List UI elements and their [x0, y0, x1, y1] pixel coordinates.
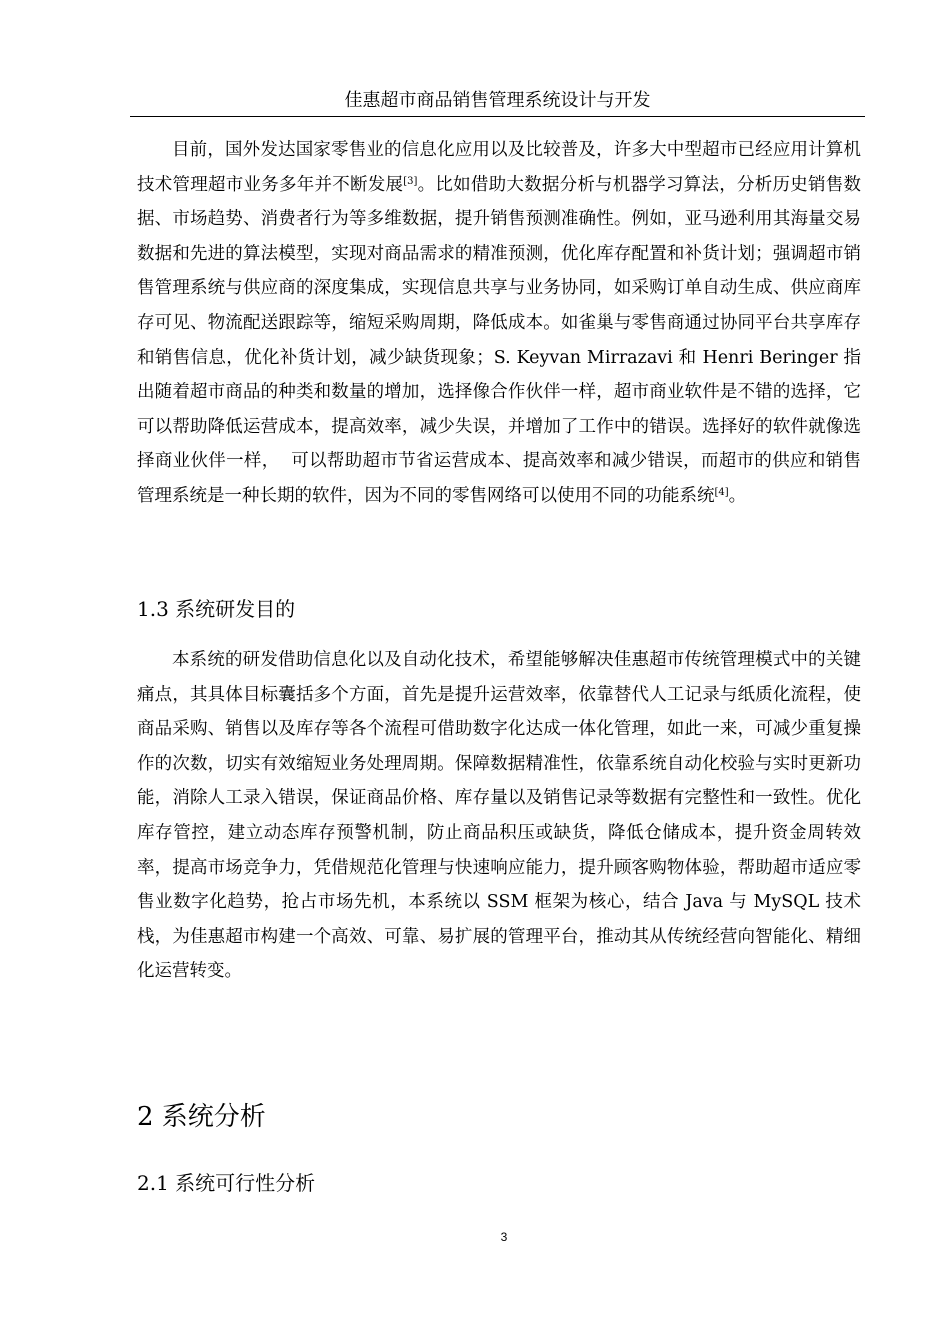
page-number: 3	[500, 1230, 508, 1244]
chapter-heading-2: 2 系统分析	[137, 1102, 266, 1132]
citation-ref: [3]	[403, 175, 418, 187]
paragraph-text: 。比如借助大数据分析与机器学习算法，分析历史销售数据、市场趋势、消费者行为等多维数据，提升销售预测准确性。例如，亚马逊利用其海量交易数据和先进的算法模型，实现对商品需求的精准预测，优化库存配置和补货计划；强调超市销售管理系统与供应商的深度集成，实现信息共享与业务协同，如采购订单自动生成、供应商库存可见、物流配送跟踪等，缩短采购周期，降低成本。如雀巢与零售商通过协同平台共享库存和销售信息，优化补货计划，减少缺货现象；S. Keyvan Mirrazavi 和 Henri Beringer 指出随着超市商品的种类和数量的增加，选择像合作伙伴一样，超市商业软件是不错的选择，它可以帮助降低运营成本，提高效率，减少失误，并增加了工作中的错误。选择好的软件就像选择商业伙伴一样， 可以帮助超市节省运营成本、提高效率和减少错误，而超市的供应和销售管理系统是一种长期的软件，因为不同的零售网络可以使用不同的功能系统	[137, 174, 862, 506]
citation-ref: [4]	[714, 486, 729, 498]
page-header-title: 佳惠超市商品销售管理系统设计与开发	[130, 86, 865, 117]
paragraph-text: 。	[728, 485, 747, 506]
section-heading-1-3: 1.3 系统研发目的	[137, 597, 296, 621]
section-heading-2-1: 2.1 系统可行性分析	[137, 1171, 316, 1195]
paragraph-text: 目前，国外发达国家零售业的信息化应用以及比较普及，许多大中型超市已经应用计算机技术管理超市业务多年并不断发展	[137, 140, 861, 195]
body-paragraph-objectives: 本系统的研发借助信息化以及自动化技术，希望能够解决佳惠超市传统管理模式中的关键痛点，其具体目标囊括多个方面，首先是提升运营效率，依靠替代人工记录与纸质化流程，使商品采购、销售以及库存等各个流程可借助数字化达成一体化管理，如此一来，可减少重复操作的次数，切实有效缩短业务处理周期。保障数据精准性，依靠系统自动化校验与实时更新功能，消除人工录入错误，保证商品价格、库存量以及销售记录等数据有完整性和一致性。优化库存管控，建立动态库存预警机制，防止商品积压或缺货，降低仓储成本，提升资金周转效率，提高市场竞争力，凭借规范化管理与快速响应能力，提升顾客购物体验，帮助超市适应零售业数字化趋势，抢占市场先机，本系统以 SSM 框架为核心，结合 Java 与 MySQL 技术栈，为佳惠超市构建一个高效、可靠、易扩展的管理平台，推动其从传统经营向智能化、精细化运营转变。	[137, 650, 861, 982]
body-paragraph-background	[137, 133, 861, 514]
